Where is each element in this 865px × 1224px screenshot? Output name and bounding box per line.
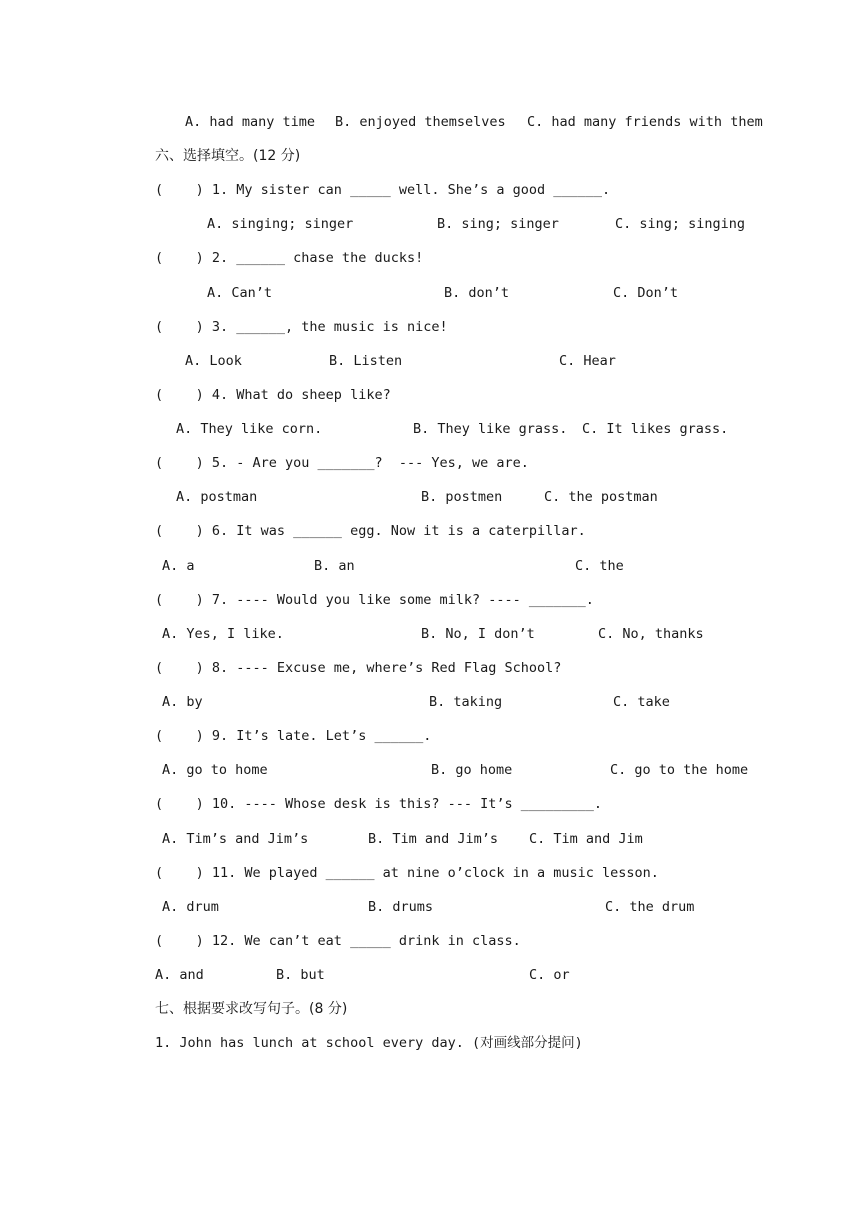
question-stem: ( ) 10. ---- Whose desk is this? --- It’s _________. <box>155 796 603 812</box>
option-c: C. take <box>613 694 670 710</box>
option-a: A. drum <box>162 899 219 915</box>
option-b: B. but <box>276 967 325 983</box>
option-c: C. or <box>529 967 570 983</box>
option-a: A. Yes, I like. <box>162 626 284 642</box>
question-stem: ( ) 1. My sister can _____ well. She’s a good ______. <box>155 182 611 198</box>
option-a: A. by <box>162 694 203 710</box>
question-stem: ( ) 4. What do sheep like? <box>155 387 391 403</box>
option-b: B. No, I don’t <box>421 626 535 642</box>
question-stem: ( ) 8. ---- Excuse me, where’s Red Flag School? <box>155 660 562 676</box>
option-c: C. Hear <box>559 353 616 369</box>
option-c: C. go to the home <box>610 762 749 778</box>
option-c: C. No, thanks <box>598 626 704 642</box>
question-stem: ( ) 11. We played ______ at nine o’clock in a music lesson. <box>155 865 659 881</box>
question-stem: ( ) 6. It was ______ egg. Now it is a caterpillar. <box>155 523 586 539</box>
question-stem: ( ) 12. We can’t eat _____ drink in class. <box>155 933 521 949</box>
question-stem: ( ) 7. ---- Would you like some milk? ---- _______. <box>155 592 594 608</box>
option-c: C. the drum <box>605 899 695 915</box>
question-stem: ( ) 2. ______ chase the ducks! <box>155 250 424 266</box>
option-b: B. postmen <box>421 489 503 505</box>
option-c: C. Tim and Jim <box>529 831 643 847</box>
option-a: A. had many time <box>185 114 316 130</box>
option-c: C. sing; singing <box>615 216 746 232</box>
option-a: A. go to home <box>162 762 268 778</box>
option-a: A. a <box>162 558 195 574</box>
option-b: B. go home <box>431 762 513 778</box>
option-c: C. It likes grass. <box>582 421 729 437</box>
question-stem: ( ) 3. ______, the music is nice! <box>155 319 448 335</box>
option-c: C. the postman <box>544 489 658 505</box>
option-a: A. They like corn. <box>176 421 323 437</box>
option-b: B. drums <box>368 899 434 915</box>
question-stem: ( ) 9. It’s late. Let’s ______. <box>155 728 432 744</box>
option-b: B. sing; singer <box>437 216 559 232</box>
option-c: C. had many friends with them <box>527 114 763 130</box>
question-stem: ( ) 5. - Are you _______? --- Yes, we are. <box>155 455 529 471</box>
option-b: B. taking <box>429 694 503 710</box>
option-b: B. They like grass. <box>413 421 568 437</box>
option-b: B. don’t <box>444 285 510 301</box>
option-a: A. Look <box>185 353 242 369</box>
option-b: B. an <box>314 558 355 574</box>
rewrite-item: 1. John has lunch at school every day. (对画线部分提问) <box>155 1035 583 1051</box>
option-a: A. Tim’s and Jim’s <box>162 831 309 847</box>
option-a: A. singing; singer <box>207 216 354 232</box>
section-heading: 七、根据要求改写句子。(8 分) <box>155 1001 348 1017</box>
option-b: B. Tim and Jim’s <box>368 831 499 847</box>
option-c: C. the <box>575 558 624 574</box>
option-b: B. Listen <box>329 353 403 369</box>
section-heading: 六、选择填空。(12 分) <box>155 148 301 164</box>
option-a: A. postman <box>176 489 258 505</box>
option-a: A. Can’t <box>207 285 273 301</box>
option-a: A. and <box>155 967 204 983</box>
option-c: C. Don’t <box>613 285 679 301</box>
option-b: B. enjoyed themselves <box>335 114 506 130</box>
